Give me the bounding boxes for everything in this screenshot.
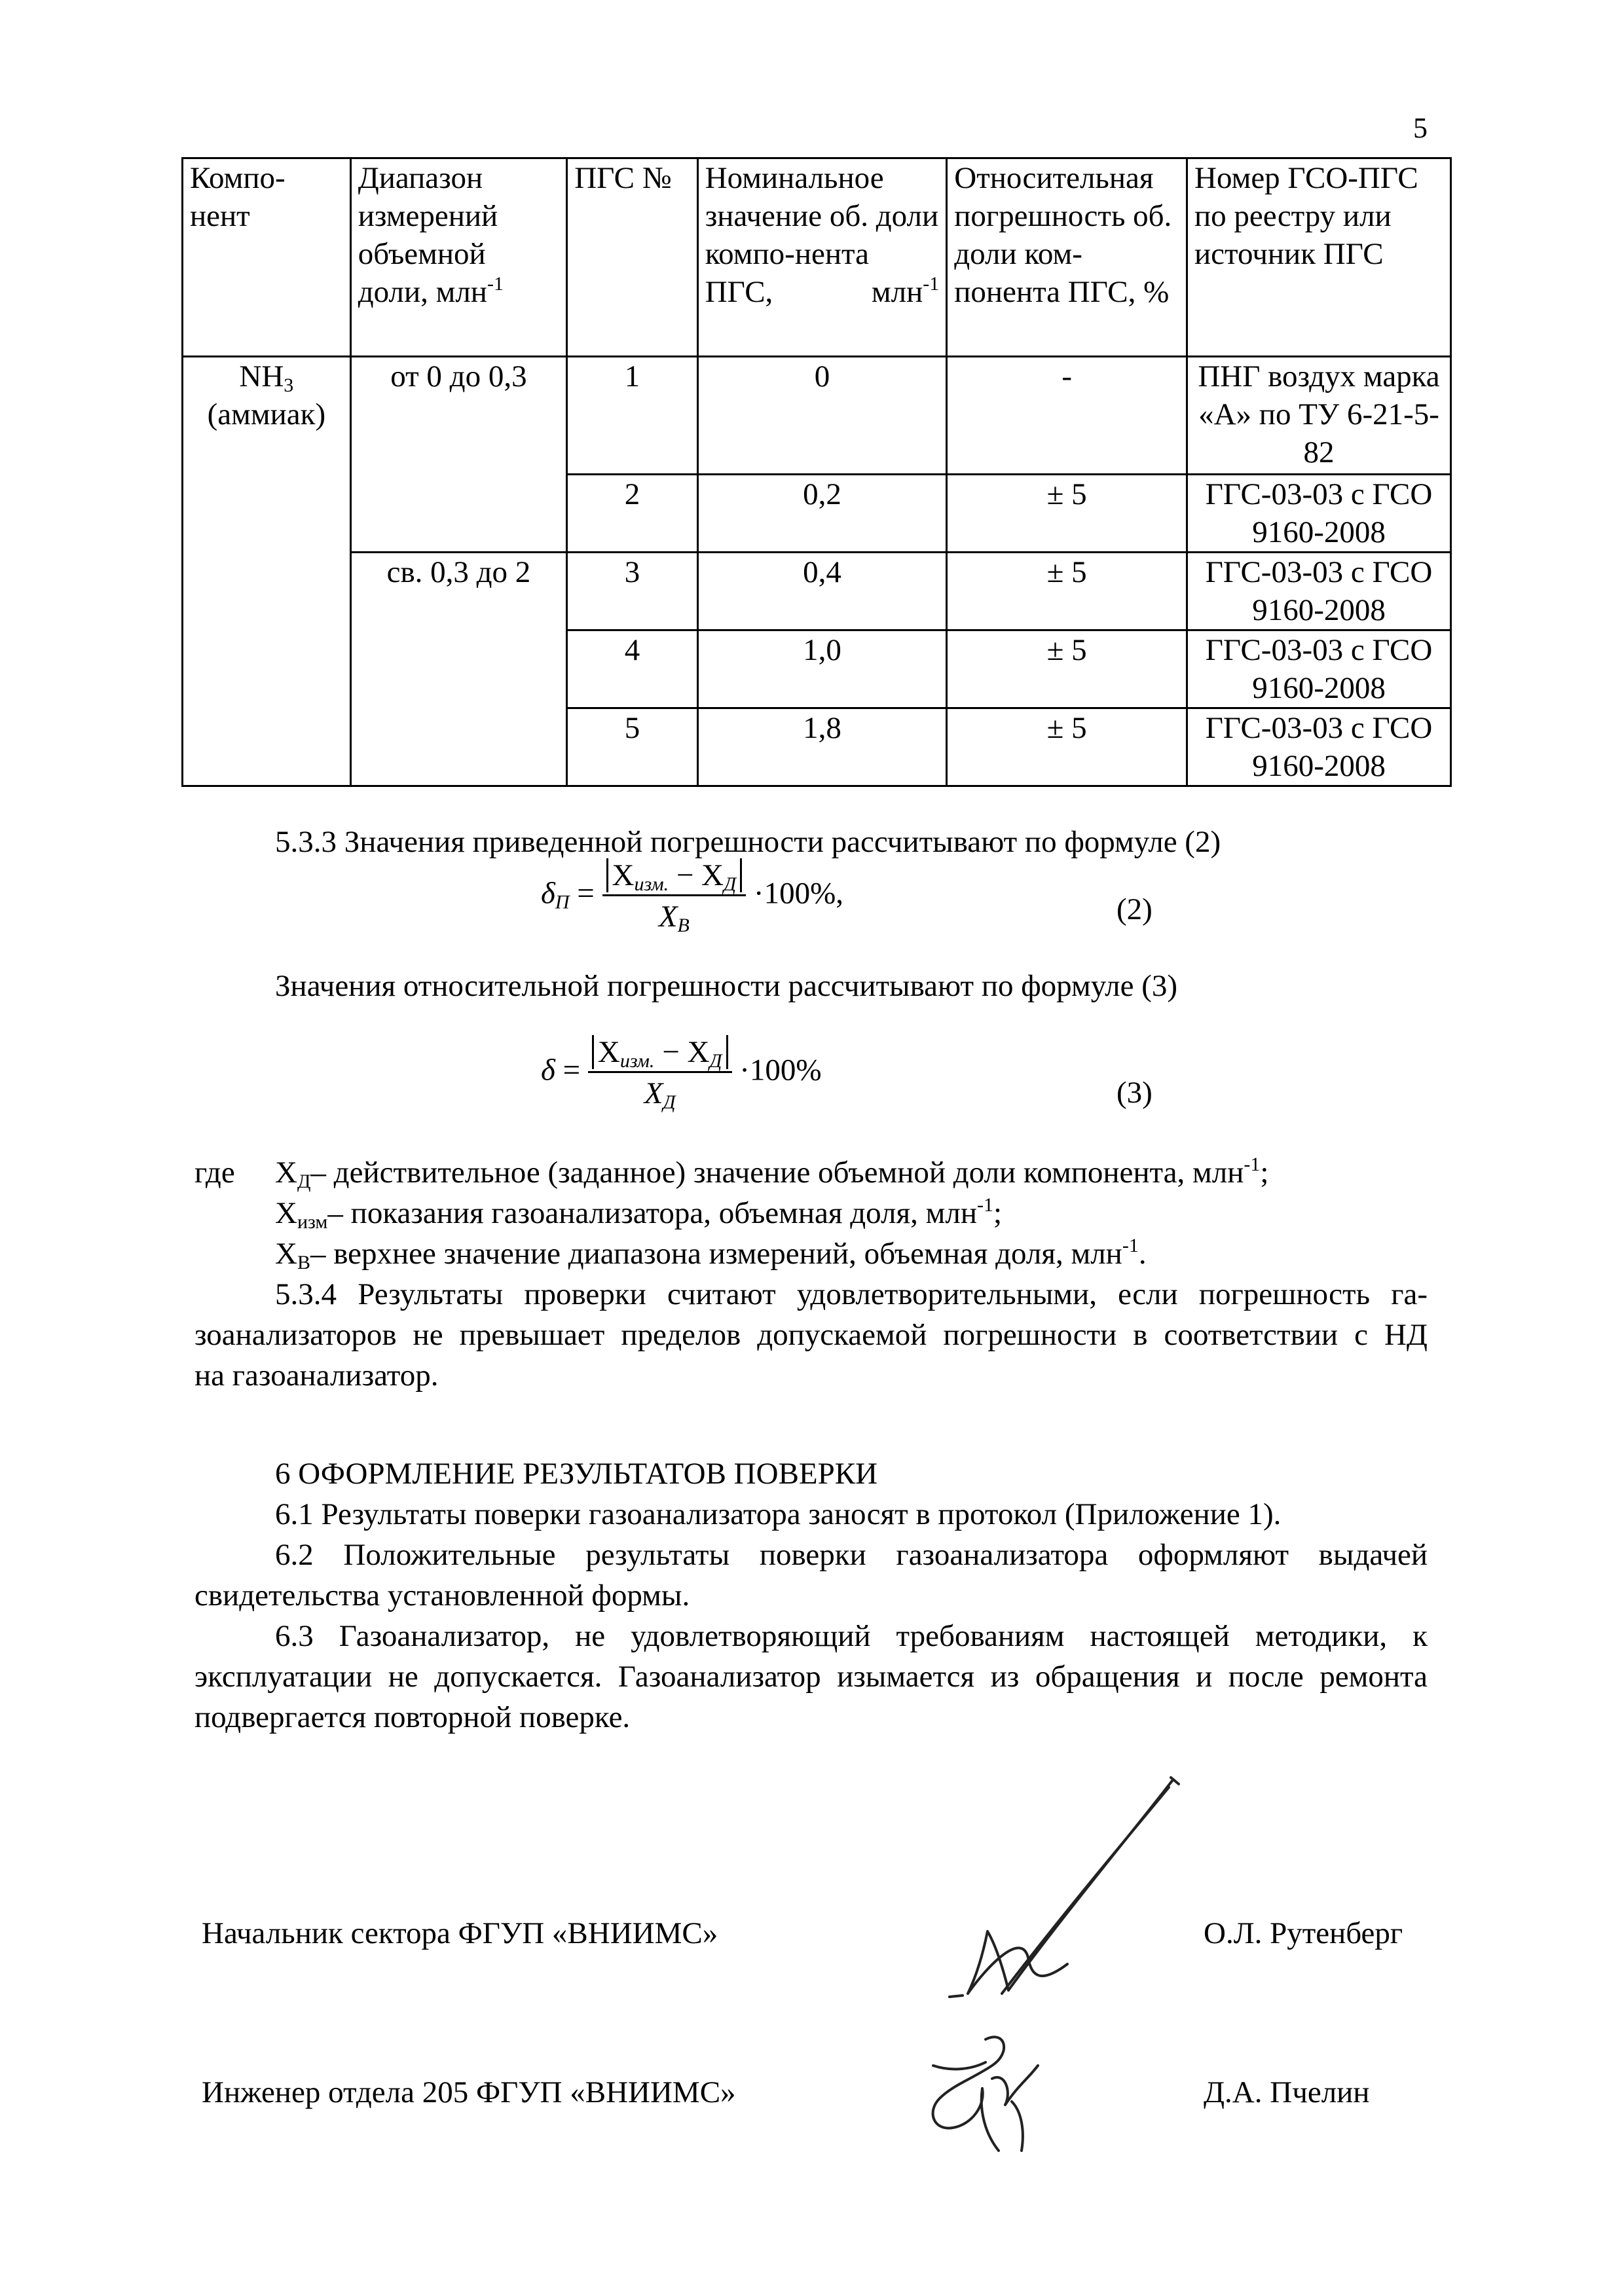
signatory-1-name: О.Л. Рутенберг — [1204, 1916, 1403, 1950]
paragraph-6-3-line2: эксплуатации не допускается. Газоанализатор изымается из обращения и после ремонта — [194, 1660, 1428, 1694]
pgs-cell: 2 — [567, 475, 698, 553]
paragraph-6-3-line3: подвергается повторной поверке. — [194, 1700, 631, 1734]
pgs-cell: 1 — [567, 357, 698, 475]
error-cell: ± 5 — [947, 475, 1187, 553]
header-nominal: Номинальное значение об. доли компо-нента ПГС, млн$^{-1}$ — [697, 158, 947, 357]
paragraph-5-3-3: 5.3.3 Значения приведенной погрешности рассчитывают по формуле (2) — [275, 825, 1221, 859]
formula-3: δ = $\frac{Х_{изм.} - Х_Д}{Х_Д}$ ·100% — [541, 1035, 822, 1113]
nominal-cell: 0,2 — [697, 475, 947, 553]
paragraph-5-3-4-line3: на газоанализатор. — [194, 1358, 439, 1393]
source-cell: ГГС-03-03 с ГСО 9160-2008 — [1187, 475, 1451, 553]
paragraph-5-3-4-line1: 5.3.4 Результаты проверки считают удовлетворительными, если погрешность га- — [275, 1277, 1428, 1311]
header-source: Номер ГСО-ПГС по реестру или источник ПГС — [1187, 158, 1451, 357]
source-cell: ПНГ воздух марка «А» по ТУ 6-21-5-82 — [1187, 357, 1451, 475]
source-cell: ГГС-03-03 с ГСО 9160-2008 — [1187, 553, 1451, 630]
table-header-row — [183, 158, 1451, 357]
source-cell: ГГС-03-03 с ГСО 9160-2008 — [1187, 630, 1451, 708]
error-cell: - — [947, 357, 1187, 475]
signatory-2-role: Инженер отдела 205 ФГУП «ВНИИМС» — [202, 2075, 736, 2109]
formula-2-number: (2) — [1116, 892, 1153, 926]
nominal-cell: 0,4 — [697, 553, 947, 630]
paragraph-relative-error: Значения относительной погрешности рассчитывают по формуле (3) — [275, 969, 1178, 1003]
component-cell: $NH_3$ (аммиак) — [183, 357, 351, 786]
nominal-cell: 1,0 — [697, 630, 947, 708]
error-cell: ± 5 — [947, 553, 1187, 630]
paragraph-6-2-line1: 6.2 Положительные результаты поверки газоанализатора оформляют выдачей — [275, 1538, 1428, 1572]
formula-2: $\delta_П$ = $\frac{Х_{изм.} - Х_Д}{Х_В}$ ·100%, — [541, 858, 843, 936]
where-line-xv: $Х_В-$ верхнее значение диапазона измерений, объемная доля, млн$^{-1}$. — [275, 1235, 1147, 1273]
section-6-title: 6 ОФОРМЛЕНИЕ РЕЗУЛЬТАТОВ ПОВЕРКИ — [275, 1457, 878, 1491]
gas-mixture-table — [181, 157, 1452, 787]
paragraph-6-3-line1: 6.3 Газоанализатор, не удовлетворяющий требованиям настоящей методики, к — [275, 1619, 1428, 1653]
error-cell: ± 5 — [947, 708, 1187, 786]
pgs-cell: 4 — [567, 630, 698, 708]
table-row — [183, 357, 1451, 475]
header-range: Диапазон измерений объемной доли, млн$^{-1}$ — [350, 158, 566, 357]
table-row — [183, 553, 1451, 630]
signature-2-image — [913, 2026, 1058, 2157]
where-line-xd: $Х_Д-$ действительное (заданное) значение объемной доли компонента, млн$^{-1}$; — [275, 1154, 1269, 1192]
paragraph-6-1: 6.1 Результаты поверки газоанализатора заносят в протокол (Приложение 1). — [275, 1497, 1282, 1531]
signatory-2-name: Д.А. Пчелин — [1204, 2075, 1370, 2109]
where-line-xizm: $Х_{изм}-$ показания газоанализатора, объемная доля, млн$^{-1}$; — [275, 1194, 1003, 1233]
source-cell: ГГС-03-03 с ГСО 9160-2008 — [1187, 708, 1451, 786]
header-component: Компо-нент — [183, 158, 351, 357]
nominal-cell: 0 — [697, 357, 947, 475]
error-cell: ± 5 — [947, 630, 1187, 708]
pgs-cell: 3 — [567, 553, 698, 630]
paragraph-6-2-line2: свидетельства установленной формы. — [194, 1578, 690, 1613]
pgs-cell: 5 — [567, 708, 698, 786]
signatory-1-role: Начальник сектора ФГУП «ВНИИМС» — [202, 1916, 718, 1950]
signature-1-image — [910, 1768, 1198, 2010]
header-pgs-number: ПГС № — [567, 158, 698, 357]
header-relative-error: Относительная погрешность об. доли ком-понента ПГС, % — [947, 158, 1187, 357]
paragraph-5-3-4-line2: зоанализаторов не превышает пределов допускаемой погрешности в соответствии с НД — [194, 1318, 1428, 1352]
range-cell: св. 0,3 до 2 — [350, 553, 566, 786]
where-label: где — [194, 1156, 235, 1190]
range-cell: от 0 до 0,3 — [350, 357, 566, 553]
nominal-cell: 1,8 — [697, 708, 947, 786]
formula-3-number: (3) — [1116, 1076, 1153, 1110]
page-number: 5 — [1413, 112, 1428, 144]
